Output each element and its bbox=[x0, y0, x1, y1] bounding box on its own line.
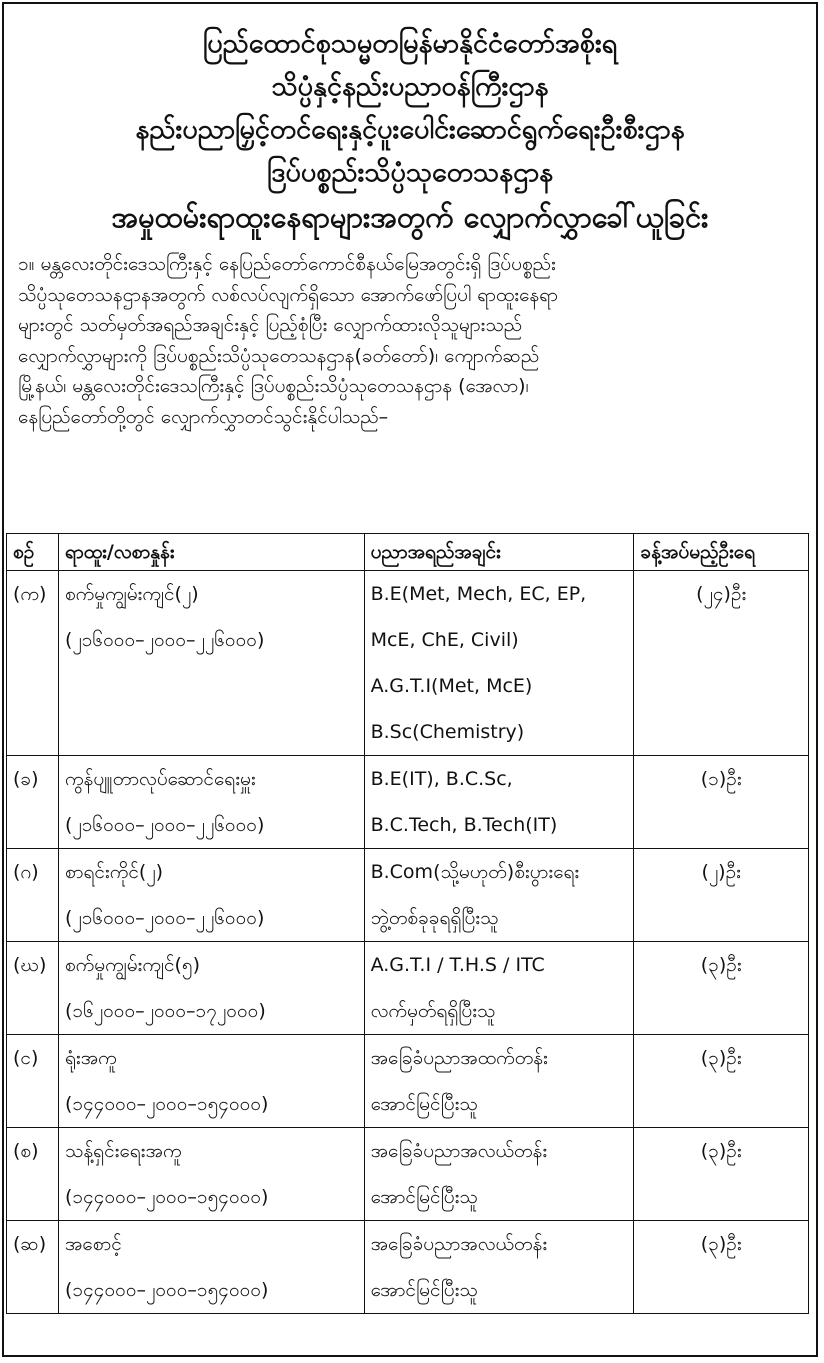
qualification-cell bbox=[364, 1128, 634, 1221]
serial-number: (စ) bbox=[13, 1140, 39, 1162]
qualification-line: အောင်မြင်ပြီးသူ bbox=[370, 1186, 478, 1208]
count-cell bbox=[634, 942, 809, 1035]
serial-number: (ဂ) bbox=[13, 861, 39, 883]
qualification-cell bbox=[364, 756, 634, 849]
serial-cell bbox=[7, 1221, 59, 1314]
table-body bbox=[7, 571, 809, 1314]
header-government: ပြည်ထောင်စုသမ္မတမြန်မာနိုင်ငံတော်အစိုးရ bbox=[202, 28, 618, 59]
post-cell bbox=[58, 571, 364, 756]
post-cell bbox=[58, 756, 364, 849]
vacancy-table bbox=[6, 533, 809, 1314]
table-row bbox=[7, 756, 809, 849]
intro-line: များတွင် သတ်မှတ်အရည်အချင်းနှင့် ပြည့်စုံပြီး လျှောက်ထားလိုသူများသည် bbox=[18, 314, 523, 336]
post-title: စက်မှုကျွမ်းကျင်(၂) bbox=[64, 583, 199, 605]
qualification-line: A.G.T.I / T.H.S / ITC bbox=[370, 954, 545, 976]
serial-cell bbox=[7, 942, 59, 1035]
qualification-line: အောင်မြင်ပြီးသူ bbox=[370, 1279, 478, 1301]
post-title: အစောင့် bbox=[64, 1233, 122, 1255]
post-cell bbox=[58, 1035, 364, 1128]
serial-number: (ဆ) bbox=[13, 1233, 47, 1255]
notice-title: အမှုထမ်းရာထူးနေရာများအတွက် လျှောက်လွှာခေါ်ယူခြင်း bbox=[111, 200, 709, 234]
qualification-line: အောင်မြင်ပြီးသူ bbox=[370, 1093, 478, 1115]
notice-header bbox=[4, 4, 816, 241]
qualification-line: McE, ChE, Civil) bbox=[370, 629, 519, 651]
serial-number: (က) bbox=[13, 583, 47, 605]
qualification-line: ဘွဲ့တစ်ခုခုရရှိပြီးသူ bbox=[370, 907, 499, 929]
count-cell bbox=[634, 1128, 809, 1221]
vacancy-count: (၁)ဦး bbox=[700, 768, 742, 790]
vacancy-count: (၂၄)ဦး bbox=[696, 583, 747, 605]
qualification-line: B.E(IT), B.C.Sc, bbox=[370, 768, 513, 790]
col-header-count: ခန့်အပ်မည့်ဦးရေ bbox=[634, 534, 809, 571]
vacancy-count: (၃)ဦး bbox=[700, 954, 742, 976]
salary-scale: (၂၁၆၀၀၀–၂၀၀၀–၂၂၆၀၀၀) bbox=[64, 907, 265, 929]
post-cell bbox=[58, 1221, 364, 1314]
intro-line: မြို့နယ်၊ မန္တလေးတိုင်းဒေသကြီးနှင့် ဒြပ်ပစ္စည်းသိပ္ပံသုတေသနဌာန (အေလာ)၊ bbox=[18, 375, 529, 397]
header-research-dept: ဒြပ်ပစ္စည်းသိပ္ပံသုတေသနဌာန bbox=[266, 157, 554, 188]
intro-line: သိပ္ပံသုတေသနဌာနအတွက် လစ်လပ်လျက်ရှိသော အောက်ဖော်ပြပါ ရာထူးနေရာ bbox=[18, 283, 558, 306]
qualification-line: B.E(Met, Mech, EC, EP, bbox=[370, 583, 587, 605]
serial-cell bbox=[7, 756, 59, 849]
col-header-post: ရာထူး/လစာနှုန်း bbox=[58, 534, 364, 571]
table-row bbox=[7, 942, 809, 1035]
salary-scale: (၂၁၆၀၀၀–၂၀၀၀–၂၂၆၀၀၀) bbox=[64, 814, 265, 836]
table-header-row bbox=[7, 534, 809, 571]
header-department: နည်းပညာမြှင့်တင်ရေးနှင့်ပူးပေါင်းဆောင်ရွက်ရေးဦးစီးဌာန bbox=[135, 114, 685, 145]
post-title: ရုံးအကူ bbox=[64, 1047, 117, 1069]
qualification-line: အခြေခံပညာအထက်တန်း bbox=[370, 1047, 548, 1069]
table-row bbox=[7, 1128, 809, 1221]
header-ministry: သိပ္ပံနှင့်နည်းပညာဝန်ကြီးဌာန bbox=[271, 71, 549, 102]
serial-cell bbox=[7, 571, 59, 756]
post-title: စက်မှုကျွမ်းကျင်(၅) bbox=[64, 954, 201, 976]
post-title: ကွန်ပျူတာလုပ်ဆောင်ရေးမှူး bbox=[64, 768, 256, 790]
serial-number: (ဃ) bbox=[13, 954, 47, 976]
qualification-line: လက်မှတ်ရရှိပြီးသူ bbox=[370, 1000, 496, 1022]
count-cell bbox=[634, 849, 809, 942]
qualification-cell bbox=[364, 849, 634, 942]
col-header-serial: စဉ် bbox=[7, 534, 59, 571]
intro-paragraph bbox=[18, 249, 802, 432]
count-cell bbox=[634, 756, 809, 849]
qualification-cell bbox=[364, 942, 634, 1035]
post-cell bbox=[58, 942, 364, 1035]
table-row bbox=[7, 1221, 809, 1314]
table-row bbox=[7, 849, 809, 942]
qualification-line: အခြေခံပညာအလယ်တန်း bbox=[370, 1233, 548, 1255]
qualification-line: B.C.Tech, B.Tech(IT) bbox=[370, 814, 558, 836]
salary-scale: (၁၄၄၀၀၀–၂၀၀၀–၁၅၄၀၀၀) bbox=[64, 1093, 269, 1115]
intro-line: နေပြည်တော်တို့တွင် လျှောက်လွှာတင်သွင်းနိုင်ပါသည်– bbox=[18, 405, 389, 428]
qualification-cell bbox=[364, 1221, 634, 1314]
vacancy-count: (၃)ဦး bbox=[700, 1047, 742, 1069]
vacancy-count: (၃)ဦး bbox=[700, 1140, 742, 1162]
qualification-cell bbox=[364, 571, 634, 756]
post-title: စာရင်းကိုင်(၂) bbox=[64, 861, 164, 883]
salary-scale: (၁၆၂၀၀၀–၂၀၀၀–၁၇၂၀၀၀) bbox=[64, 1000, 266, 1022]
col-header-qualification: ပညာအရည်အချင်း bbox=[364, 534, 634, 571]
serial-cell bbox=[7, 1035, 59, 1128]
serial-cell bbox=[7, 849, 59, 942]
qualification-cell bbox=[364, 1035, 634, 1128]
vacancy-count: (၂)ဦး bbox=[701, 861, 741, 883]
serial-cell bbox=[7, 1128, 59, 1221]
vacancy-count: (၃)ဦး bbox=[700, 1233, 742, 1255]
post-cell bbox=[58, 1128, 364, 1221]
count-cell bbox=[634, 1221, 809, 1314]
table-row bbox=[7, 1035, 809, 1128]
post-title: သန့်ရှင်းရေးအကူ bbox=[64, 1140, 182, 1162]
qualification-line: A.G.T.I(Met, McE) bbox=[370, 675, 533, 697]
qualification-line: အခြေခံပညာအလယ်တန်း bbox=[370, 1140, 548, 1162]
count-cell bbox=[634, 1035, 809, 1128]
salary-scale: (၂၁၆၀၀၀–၂၀၀၀–၂၂၆၀၀၀) bbox=[64, 629, 265, 651]
serial-number: (ခ) bbox=[13, 768, 39, 790]
salary-scale: (၁၄၄၀၀၀–၂၀၀၀–၁၅၄၀၀၀) bbox=[64, 1186, 269, 1208]
salary-scale: (၁၄၄၀၀၀–၂၀၀၀–၁၅၄၀၀၀) bbox=[64, 1279, 269, 1301]
qualification-line: B.Com(သို့မဟုတ်)စီးပွားရေး bbox=[370, 861, 580, 883]
table-row bbox=[7, 571, 809, 756]
intro-line: ၁။ မန္တလေးတိုင်းဒေသကြီးနှင့် နေပြည်တော်ကောင်စီနယ်မြေအတွင်းရှိ ဒြပ်ပစ္စည်း bbox=[18, 253, 556, 275]
intro-line: လျှောက်လွှာများကို ဒြပ်ပစ္စည်းသိပ္ပံသုတေသနဌာန(ခတ်တော်)၊ ကျောက်ဆည် bbox=[18, 344, 540, 367]
post-cell bbox=[58, 849, 364, 942]
serial-number: (င) bbox=[13, 1047, 39, 1069]
qualification-line: B.Sc(Chemistry) bbox=[370, 721, 525, 743]
count-cell bbox=[634, 571, 809, 756]
